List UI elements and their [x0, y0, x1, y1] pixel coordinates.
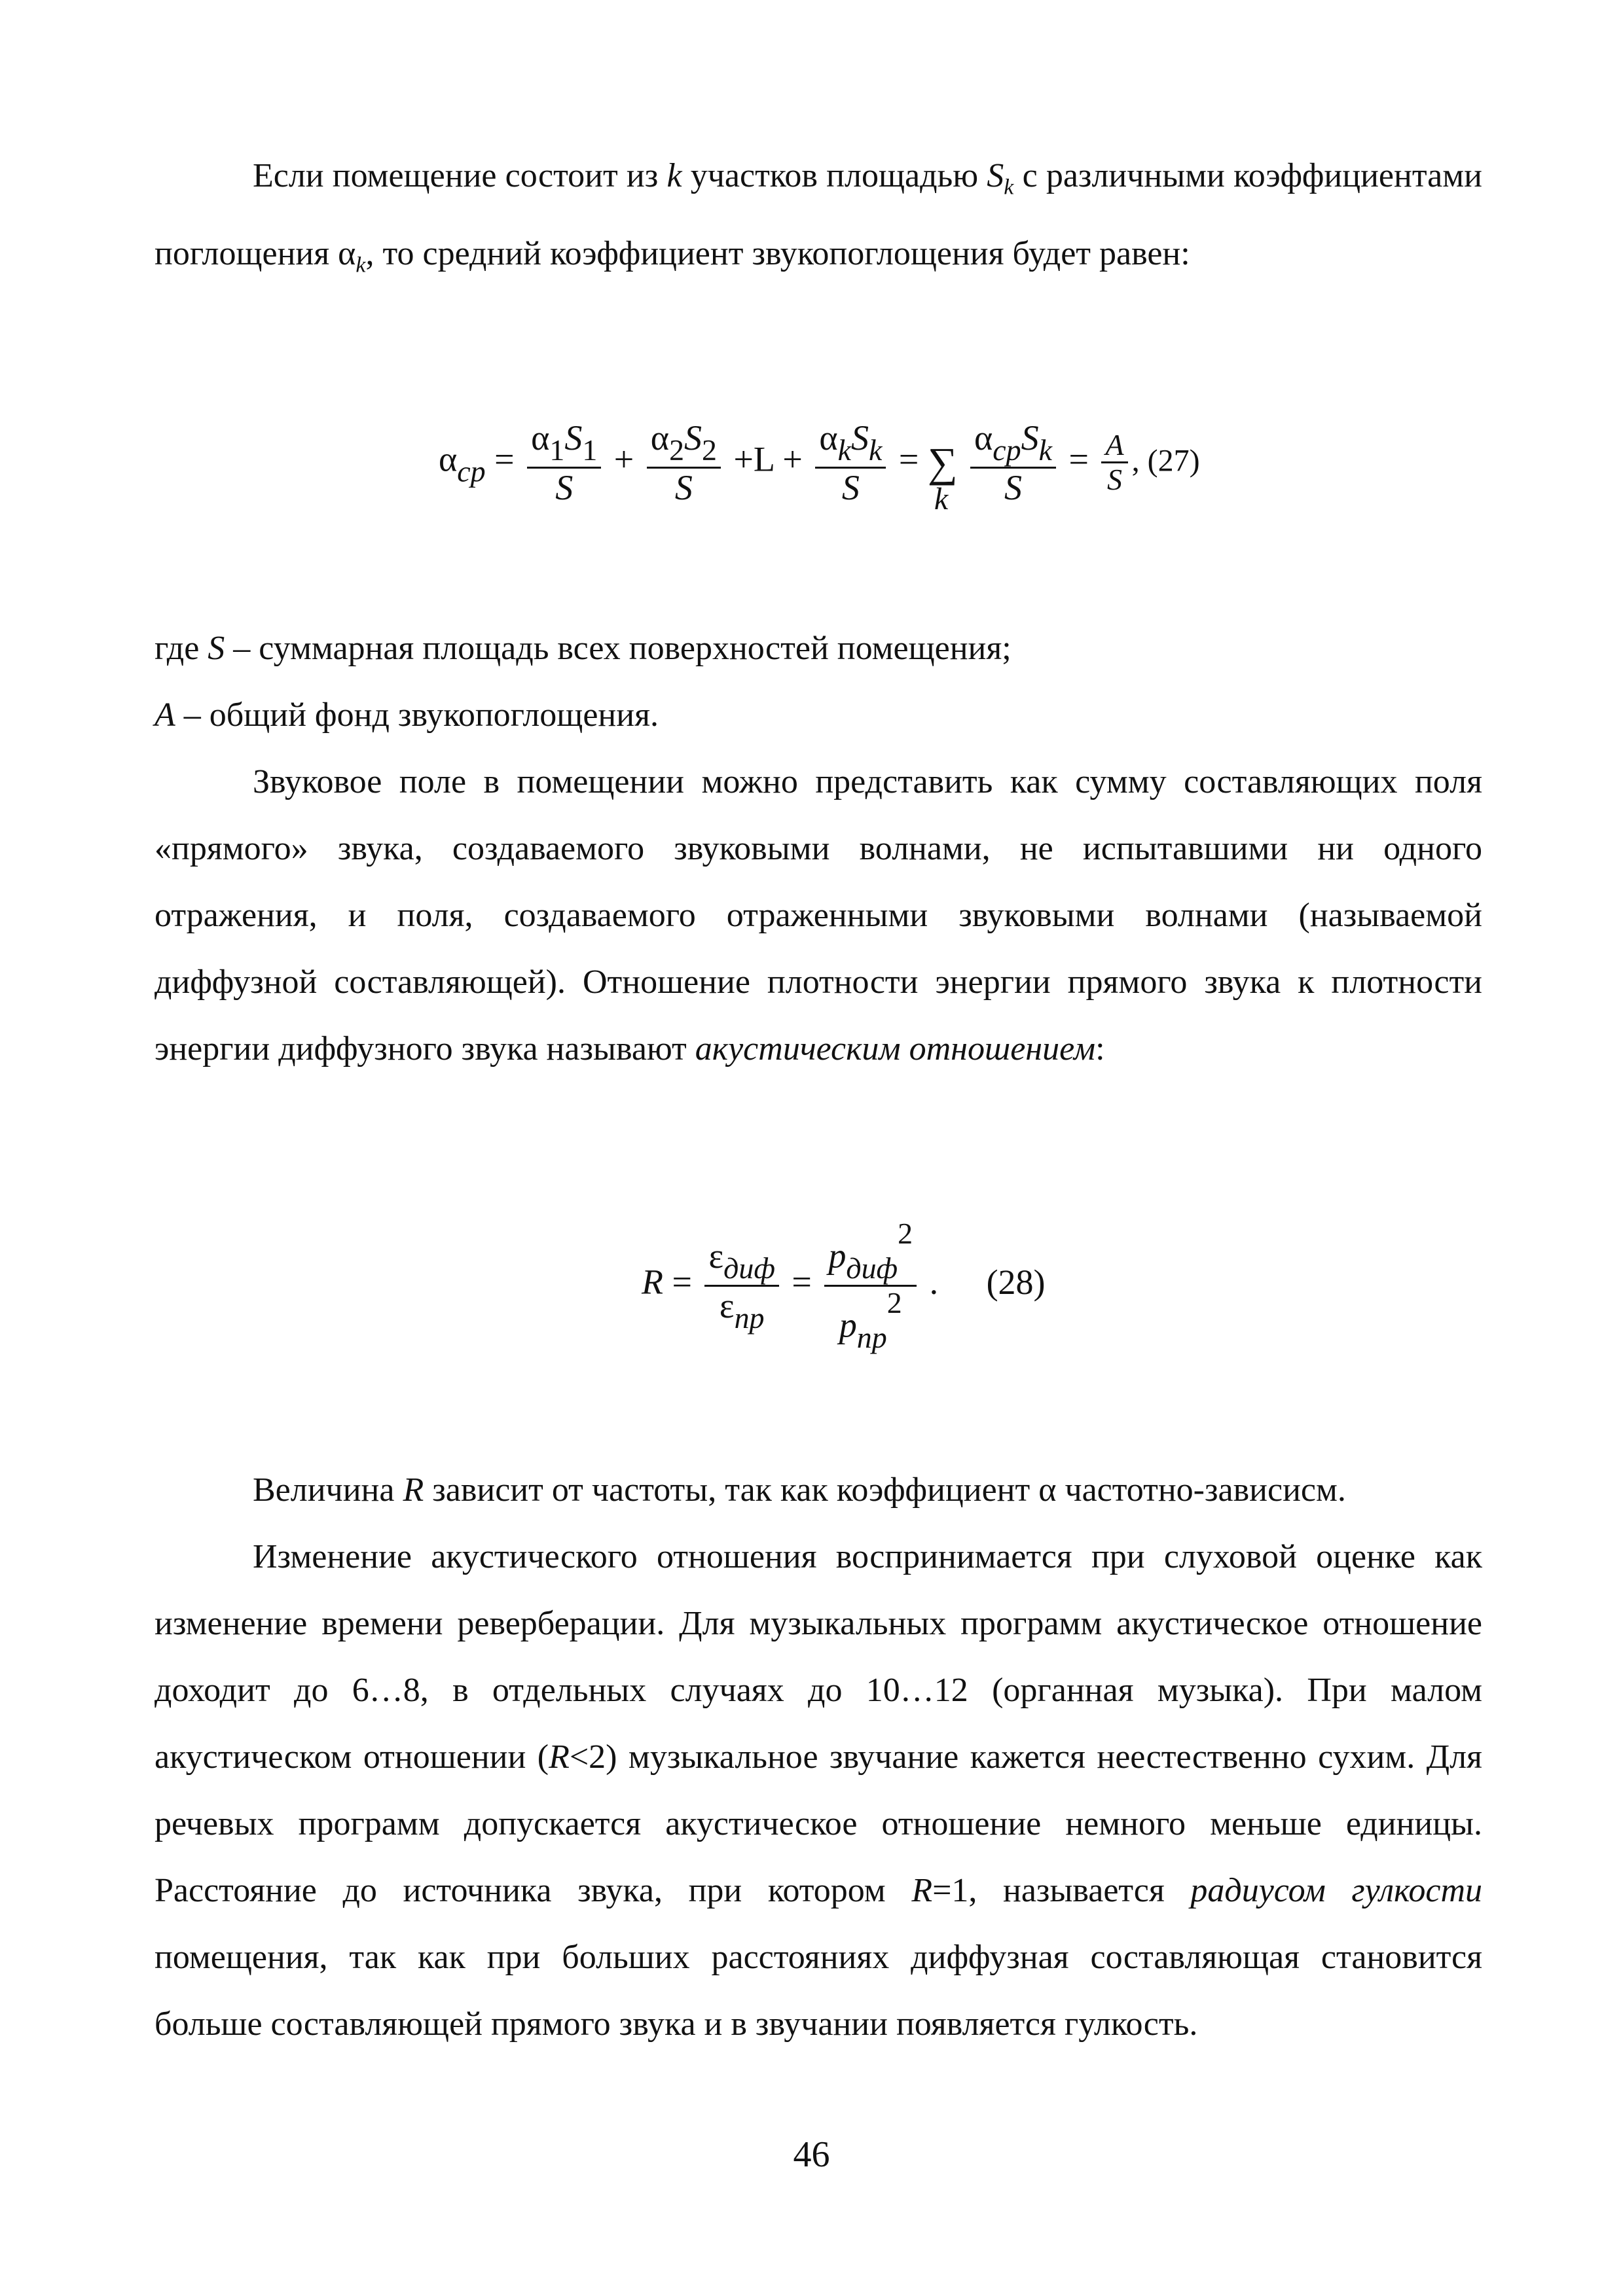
paragraph-intro: Если помещение состоит из k участков площадью $S_k$ с различными коэффициентами поглощения $\alpha_k$, то средний коэффициент звукопоглощения будет равен:: [155, 157, 1482, 278]
paragraph-acoustic-ratio: Изменение акустического отношения воспринимается при слуховой оценке как изменение времени реверберации. Для музыкальных программ акустическое отношение доходит до 6…8, в отдельных случаях до 10…12 (органная музыка). При малом акустическом отношении (R<2) музыкальное звучание кажется неестественно сухим. Для речевых программ допускается акустическое отношение немного меньше единицы. Расстояние до источника звука, при котором R=1, называется радиусом гулкости помещения, так как при больших расстояниях диффузная составляющая становится больше составляющей прямого звука и в звучании появляется гулкость.: [155, 1538, 1483, 2043]
formula-28: R = $\frac{\varepsilon_{диф}}{\varepsilon_{пр}}$ = $\frac{p_{диф}^2}{p_{пр}^2}$ . (28): [642, 1217, 1046, 1354]
formula-27: $\alpha_{cp}$ = $\frac{\alpha_1S_1}{S}$ + $\frac{\alpha_2S_2}{S}$ +L + $\frac{\alpha_kS_k}{S}$ = ∑ k $\frac{\alpha_{cp}S_k}{S}$ = $\frac{A}{S}$ , (27): [439, 418, 1200, 516]
definition-S: где S – суммарная площадь всех поверхностей помещения;: [155, 630, 1012, 667]
definition-A: A – общий фонд звукопоглощения.: [155, 696, 659, 734]
page-number: 46: [793, 2134, 830, 2175]
sum-symbol: ∑ k: [927, 439, 958, 516]
paragraph-sound-field: Звуковое поле в помещении можно представить как сумму составляющих поля «прямого» звука, создаваемого звуковыми волнами, не испытавшими ни одного отражения, и поля, создаваемого отраженными звуковыми волнами (называемой диффузной составляющей). Отношение плотности энергии прямого звука к плотности энергии диффузного звука называют акустическим отношением:: [155, 763, 1482, 1067]
paragraph-R-frequency: Величина R зависит от частоты, так как коэффициент α частотно-зависисм.: [253, 1471, 1346, 1509]
